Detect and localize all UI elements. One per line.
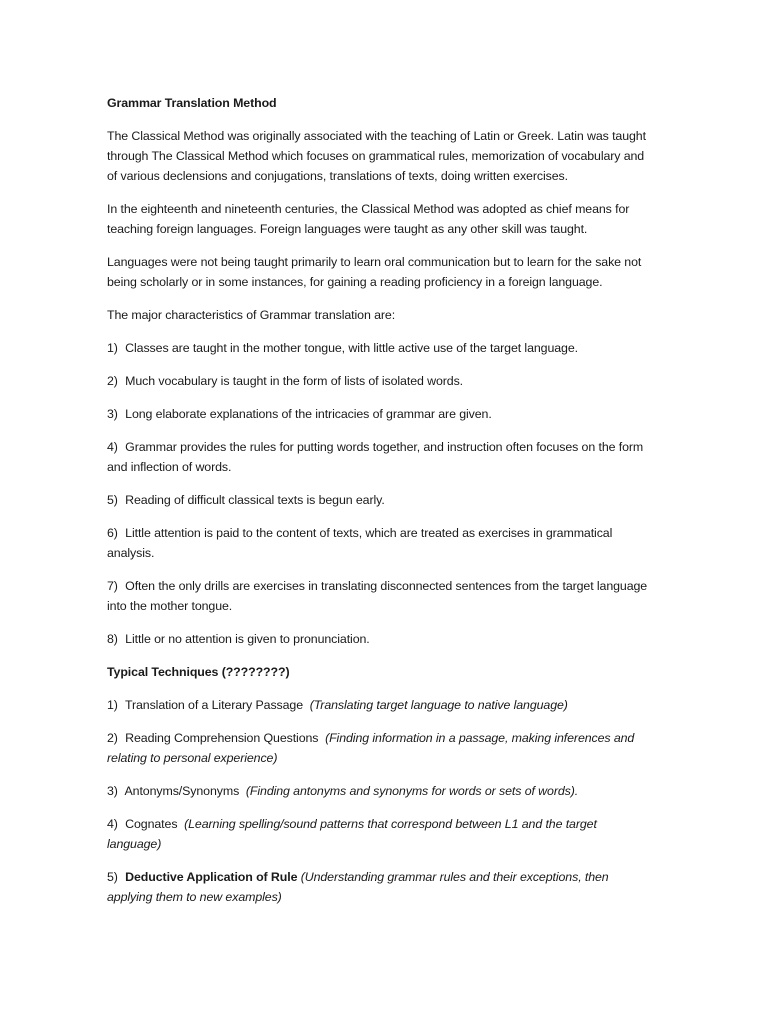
item-number: 4) [107,817,118,831]
item-text: Often the only drills are exercises in translating disconnected sentences from the target language into the mother tongue. [107,579,648,613]
technique-name: Antonyms/Synonyms [124,784,240,798]
item-number: 2) [107,731,118,745]
characteristic-item [107,371,652,391]
technique-item [107,695,652,715]
item-number: 2) [107,374,118,388]
document-title: Grammar Translation Method [107,96,277,110]
technique-item [107,781,652,801]
characteristic-item [107,523,652,563]
item-number: 7) [107,579,118,593]
technique-description: (Understanding grammar rules and their exceptions, then applying them to new examples) [107,870,609,904]
technique-name: Translation of a Literary Passage [124,698,304,712]
item-number: 1) [107,698,118,712]
technique-item [107,728,652,768]
item-number: 8) [107,632,118,646]
technique-description: (Learning spelling/sound patterns that correspond between L1 and the target language) [107,817,597,851]
characteristic-item [107,437,652,477]
characteristic-item [107,629,652,649]
techniques-heading: Typical Techniques (????????) [107,665,290,679]
technique-name: Cognates [125,817,178,831]
item-text: Reading of difficult classical texts is begun early. [125,493,385,507]
item-number: 4) [107,440,118,454]
technique-item [107,867,652,907]
item-text: Little or no attention is given to pronunciation. [125,632,370,646]
technique-name: Deductive Application of Rule [125,870,298,884]
item-number: 5) [107,870,118,884]
item-text: Classes are taught in the mother tongue, with little active use of the target language. [125,341,578,355]
item-text: Long elaborate explanations of the intricacies of grammar are given. [125,407,492,421]
document-page [107,93,652,920]
technique-description: (Finding antonyms and synonyms for words or sets of words). [245,784,579,798]
characteristics-intro: The major characteristics of Grammar translation are: [107,308,396,322]
item-number: 6) [107,526,118,540]
item-text: Much vocabulary is taught in the form of lists of isolated words. [125,374,464,388]
technique-name: Reading Comprehension Questions [125,731,319,745]
characteristic-item [107,338,652,358]
technique-description: (Translating target language to native language) [309,698,568,712]
technique-item [107,814,652,854]
characteristic-item [107,576,652,616]
characteristic-item [107,404,652,424]
item-number: 3) [107,784,118,798]
technique-description: (Finding information in a passage, making inferences and relating to personal experience) [107,731,635,765]
item-number: 5) [107,493,118,507]
item-number: 3) [107,407,118,421]
paragraph: The Classical Method was originally associated with the teaching of Latin or Greek. Latin was taught through The Classical Method which focuses on grammatical rules, memorization of vocabulary and of various declensions and conjugations, translations of texts, doing written exercises. [107,129,646,183]
item-text: Grammar provides the rules for putting words together, and instruction often focuses on the form and inflection of words. [107,440,644,474]
characteristic-item [107,490,652,510]
paragraph: Languages were not being taught primarily to learn oral communication but to learn for the sake not being scholarly or in some instances, for gaining a reading proficiency in a foreign language. [107,255,642,289]
item-number: 1) [107,341,118,355]
paragraph: In the eighteenth and nineteenth centuries, the Classical Method was adopted as chief means for teaching foreign languages. Foreign languages were taught as any other skill was taught. [107,202,630,236]
item-text: Little attention is paid to the content of texts, which are treated as exercises in grammatical analysis. [107,526,613,560]
